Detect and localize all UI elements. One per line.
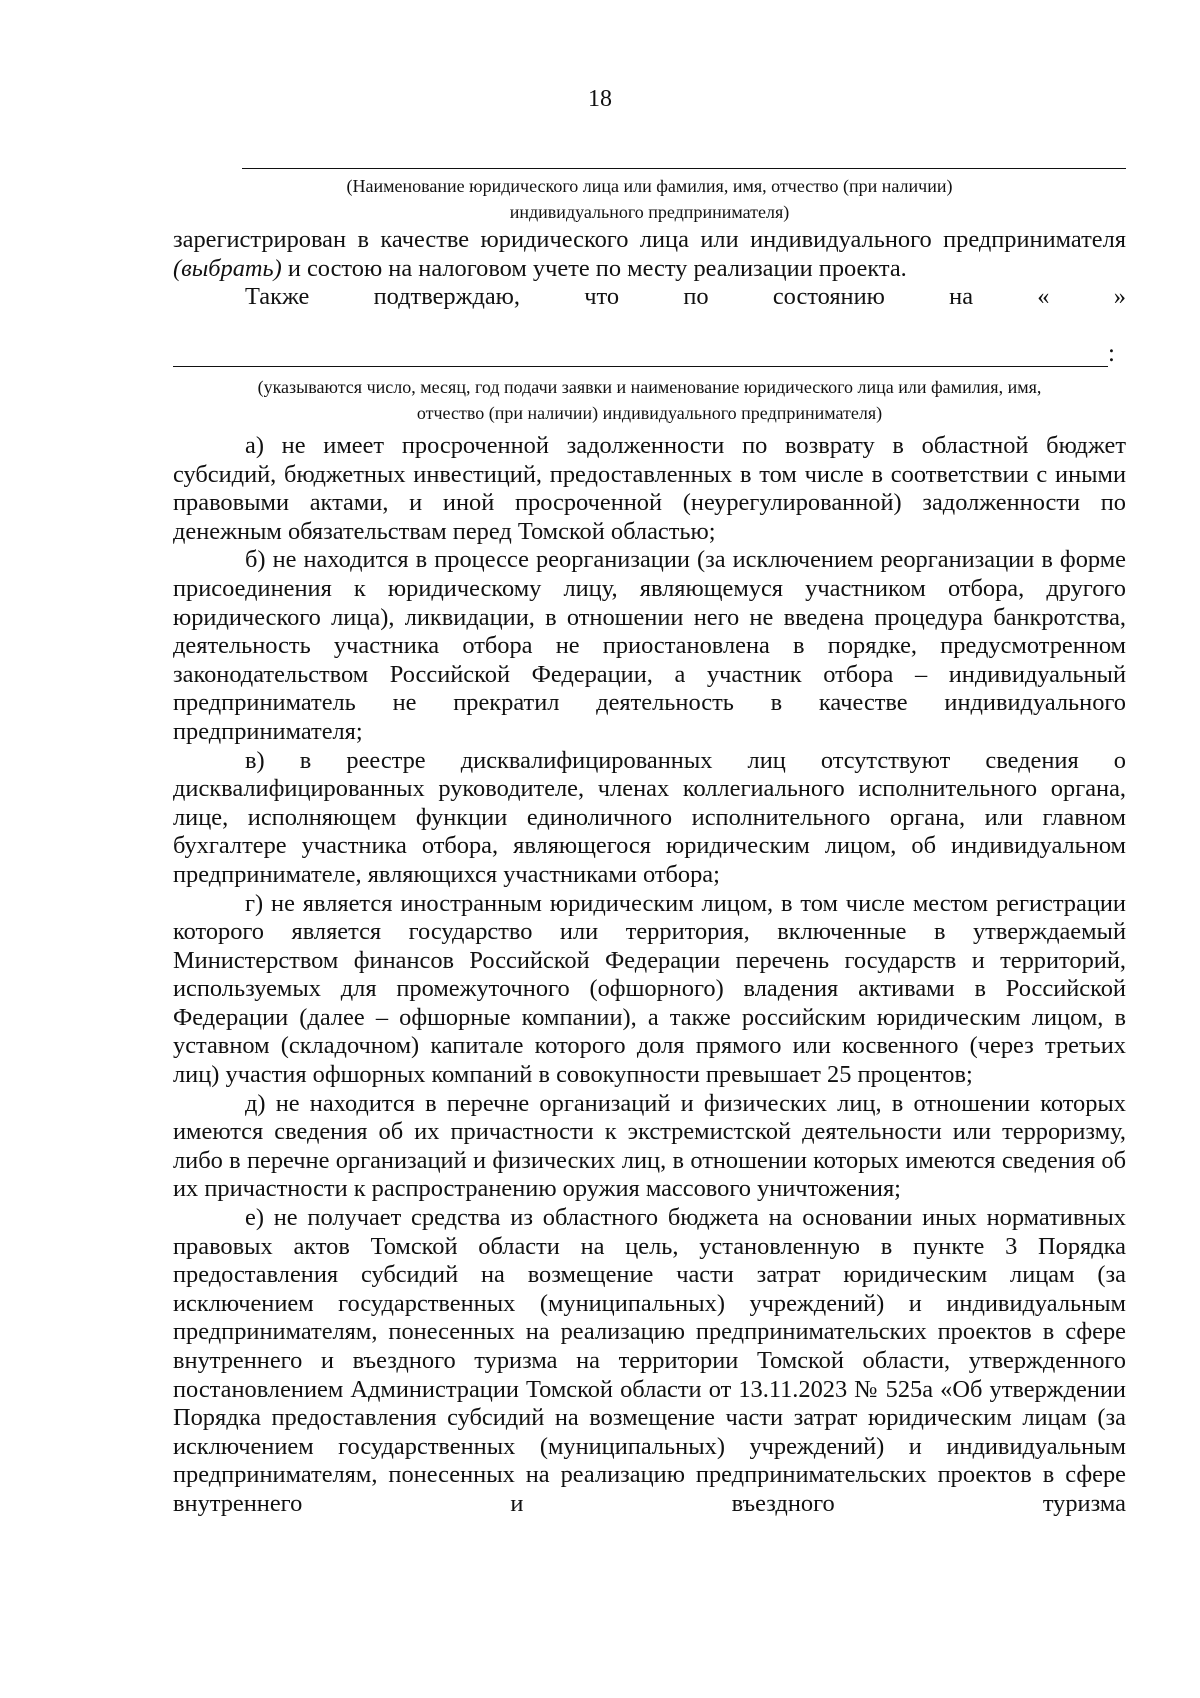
confirm-word: по [683, 283, 709, 311]
registration-block [173, 226, 1126, 312]
registration-text-start: зарегистрирован в качестве юридического лица или индивидуального предпринимателя [173, 226, 1126, 253]
caption-date-name-line1: (указываются число, месяц, год подачи заявки и наименование юридического лица или фамилия, имя, [257, 377, 1042, 397]
confirm-word: на [949, 283, 974, 311]
condition-item-b: б) не находится в процессе реорганизации (за исключением реорганизации в форме присоединения к юридическому лицу, являющемуся участником отбора, другого юридического лица), ликвидации, в отношении него не введена процедура банкротства, деятельность участника отбора не приостановлена в порядке, предусмотренном законодательством Российской Федерации, а участник отбора – индивидуальный предприниматель не прекратил деятельность в качестве индивидуального предпринимателя; [173, 546, 1126, 745]
page-number: 18 [588, 86, 612, 112]
condition-item-v: в) в реестре дисквалифицированных лиц отсутствуют сведения о дисквалифицированных руководителе, членах коллегиального исполнительного органа, лице, исполняющем функции единоличного исполнительного органа, или главном бухгалтере участника отбора, являющегося юридическим лицом, об индивидуальном предпринимателе, являющихся участниками отбора; [173, 746, 1126, 888]
condition-item-e: е) не получает средства из областного бюджета на основании иных нормативных правовых актов Томской области на цель, установленную в пункте 3 Порядка предоставления субсидий на возмещение части затрат юридическим лицам (за исключением государственных (муниципальных) учреждений) и индивидуальным предпринимателям, понесенных на реализацию предпринимательских проектов в сфере внутреннего и въездного туризма на территории Томской области, утвержденного постановлением Администрации Томской области от 13.11.2023 № 525а «Об утверждении Порядка предоставления субсидий на возмещение части затрат юридическим лицам (за исключением государственных (муниципальных) учреждений) и индивидуальным предпринимателям, понесенных на реализацию предпринимательских проектов в сфере внутреннего и въездного туризма [173, 1204, 1126, 1517]
caption-date-name [173, 374, 1126, 426]
conditions-list [173, 432, 1126, 1519]
confirm-word: подтверждаю, [373, 283, 520, 311]
condition-item-a: а) не имеет просроченной задолженности по возврату в областной бюджет субсидий, бюджетных инвестиций, предоставленных в том числе в соответствии с иными правовыми актами, и иной просроченной (неурегулированной) задолженности по денежным обязательствам перед Томской областью; [173, 432, 1126, 545]
registration-choice: (выбрать) [173, 254, 282, 282]
caption-date-name-line2: отчество (при наличии) индивидуального предпринимателя) [416, 403, 883, 423]
registration-text-end: и состою на налоговом учете по месту реализации проекта. [281, 254, 907, 282]
registration-paragraph [173, 226, 1126, 283]
confirm-word: » [1113, 283, 1126, 311]
confirm-word: состоянию [772, 283, 885, 311]
condition-item-g: г) не является иностранным юридическим лицом, в том числе местом регистрации которого является государство или территория, включенные в утверждаемый Министерством финансов Российской Федерации перечень государств и территорий, используемых для промежуточного (офшорного) владения активами в Российской Федерации (далее – офшорные компании), а также российским юридическим лицом, в уставном (складочном) капитале которого доля прямого или косвенного (через третьих лиц) участия офшорных компаний в совокупности превышает 25 процентов; [173, 889, 1126, 1089]
confirm-word: « [1037, 283, 1050, 311]
name-blank-line [242, 168, 1126, 169]
confirm-word: Также [245, 283, 310, 311]
caption-entity-name-line1: (Наименование юридического лица или фамилия, имя, отчество (при наличии) [346, 176, 953, 196]
blank-colon: : [1108, 340, 1115, 367]
confirm-word: что [584, 283, 620, 311]
confirmation-line [173, 283, 1126, 312]
caption-entity-name [173, 173, 1126, 225]
condition-item-d: д) не находится в перечне организаций и физических лиц, в отношении которых имеются сведения об их причастности к экстремистской деятельности или терроризму, либо в перечне организаций и физических лиц, в отношении которых имеются сведения об их причастности к распространению оружия массового уничтожения; [173, 1089, 1126, 1203]
date-name-blank-line [173, 366, 1108, 367]
caption-entity-name-line2: индивидуального предпринимателя) [509, 202, 790, 222]
